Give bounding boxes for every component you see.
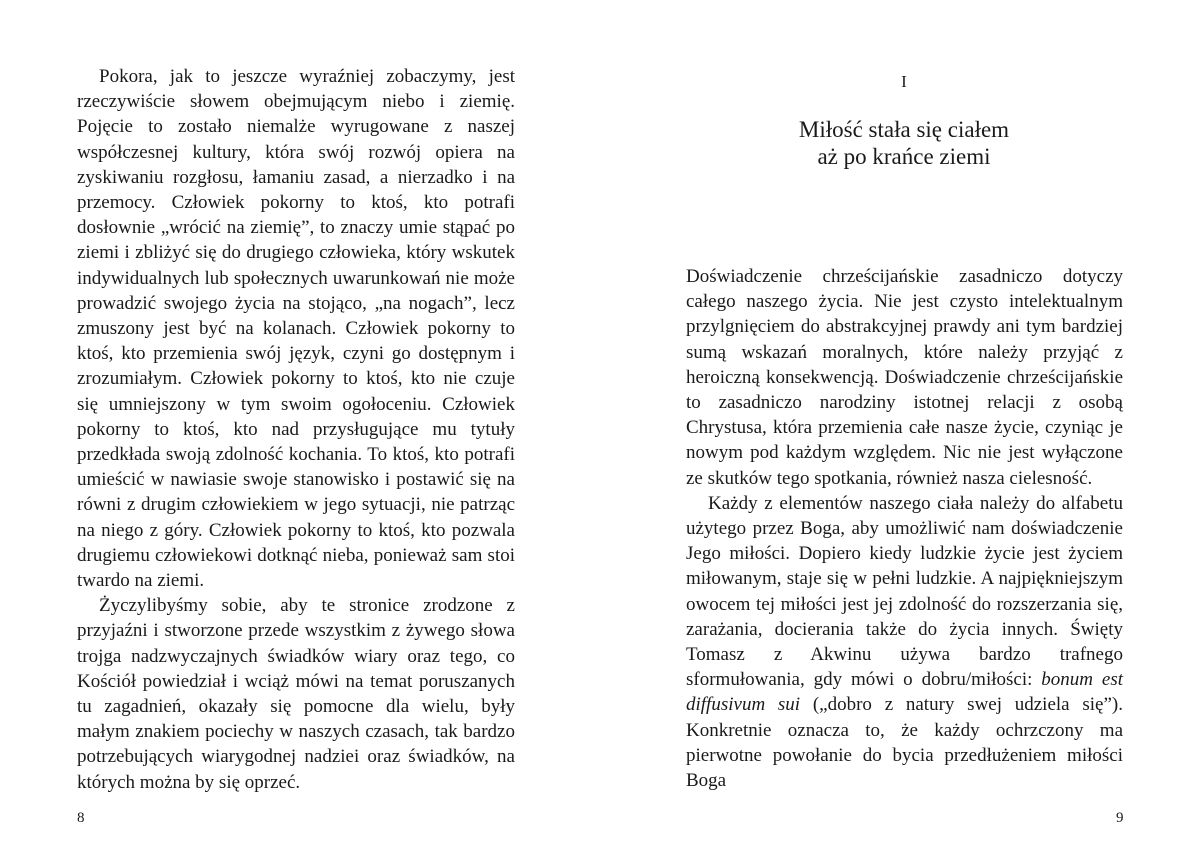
right-paragraph-1: Doświadczenie chrześcijańskie zasadniczo dotyczy całego naszego życia. Nie jest czysto intelektualnym przylgnięciem do abstrakcyjnej prawdy ani tym bardziej sumą wskazań moralnych, które należy przyjąć z heroiczną konsekwencją. Doświadczenie chrześcijańskie to zasadniczo narodziny istotnej relacji z osobą Chrystusa, która przemienia całe nasze życie, czyniąc je nowym pod każdym względem. Nic nie jest wyłączone ze skutków tego spotkania, również nasza cielesność. — [686, 266, 1123, 489]
right-paragraph-2 — [686, 491, 1123, 793]
left-page-body — [77, 64, 515, 795]
right-page-body — [686, 264, 1123, 793]
chapter-title-line-2: aż po krańce ziemi — [817, 144, 991, 169]
page-number-right: 9 — [1116, 810, 1124, 826]
right-paragraph-2-text-a: Każdy z elementów naszego ciała należy do alfabetu użytego przez Boga, aby umożliwić nam doświadczenie Jego miłości. Dopiero kiedy ludzkie życie jest życiem miłowanym, staje się w pełni ludzkie. A najpiękniejszym owocem tej miłości jest jej zdolność do rozszerzania się, zarażania, docierania także do życia innych. Święty Tomasz z Akwinu używa bardzo trafnego sformułowania, gdy mówi o dobru/miłości: — [686, 492, 1123, 691]
chapter-title-line-1: Miłość stała się ciałem — [798, 117, 1010, 142]
page-number-left: 8 — [77, 810, 85, 826]
right-page — [600, 0, 1200, 850]
chapter-title — [600, 116, 1200, 170]
chapter-number: I — [901, 72, 907, 91]
right-paragraph-2-text-b: („dobro z natury swej udziela się”). Konkretnie oznacza to, że każdy ochrzczony ma pierwotne powołanie do bycia przedłużeniem miłości Boga — [686, 694, 1123, 792]
latin-quote: bonum est diffusivum sui — [686, 669, 1123, 716]
left-paragraph-1: Pokora, jak to jeszcze wyraźniej zobaczymy, jest rzeczywiście słowem obejmującym niebo i ziemię. Pojęcie to zostało niemalże wyrugowane z naszej współczesnej kultury, która swój rozwój opiera na zyskiwaniu rozgłosu, łamaniu zasad, a nierzadko i na przemocy. Człowiek pokorny to ktoś, kto potrafi dosłownie „wrócić na ziemię”, to znaczy umie stąpać po ziemi i zbliżyć się do drugiego człowieka, który wskutek indywidualnych lub społecznych uwarunkowań nie może prowadzić swojego życia na stojąco, „na nogach”, lecz zmuszony jest być na kolanach. Człowiek pokorny to ktoś, kto przemienia swój język, czyni go dostępnym i zrozumiałym. Człowiek pokorny to ktoś, kto nie czuje się umniejszony w tym swoim ogołoceniu. Człowiek pokorny to ktoś, kto nad przysługujące mu tytuły przedkłada swoją zdolność kochania. To ktoś, kto potrafi umieścić w nawiasie swoje stanowisko i postawić się na równi z drugim człowiekiem w jego sytuacji, nie patrząc na niego z góry. Człowiek pokorny to ktoś, kto pozwala drugiemu człowiekowi dotknąć nieba, ponieważ sam stoi twardo na ziemi. — [77, 66, 515, 592]
left-paragraph-2: Życzylibyśmy sobie, aby te stronice zrodzone z przyjaźni i stworzone przede wszystkim z żywego słowa trojga nadzwyczajnych świadków wiary oraz tego, co Kościół powiedział i wciąż mówi na temat poruszanych tu zagadnień, okazały się pomocne dla wielu, były małym znakiem pociechy w naszych czasach, tak bardzo potrzebujących wiarygodnej nadziei oraz świadków, na których można by się oprzeć. — [77, 595, 515, 793]
